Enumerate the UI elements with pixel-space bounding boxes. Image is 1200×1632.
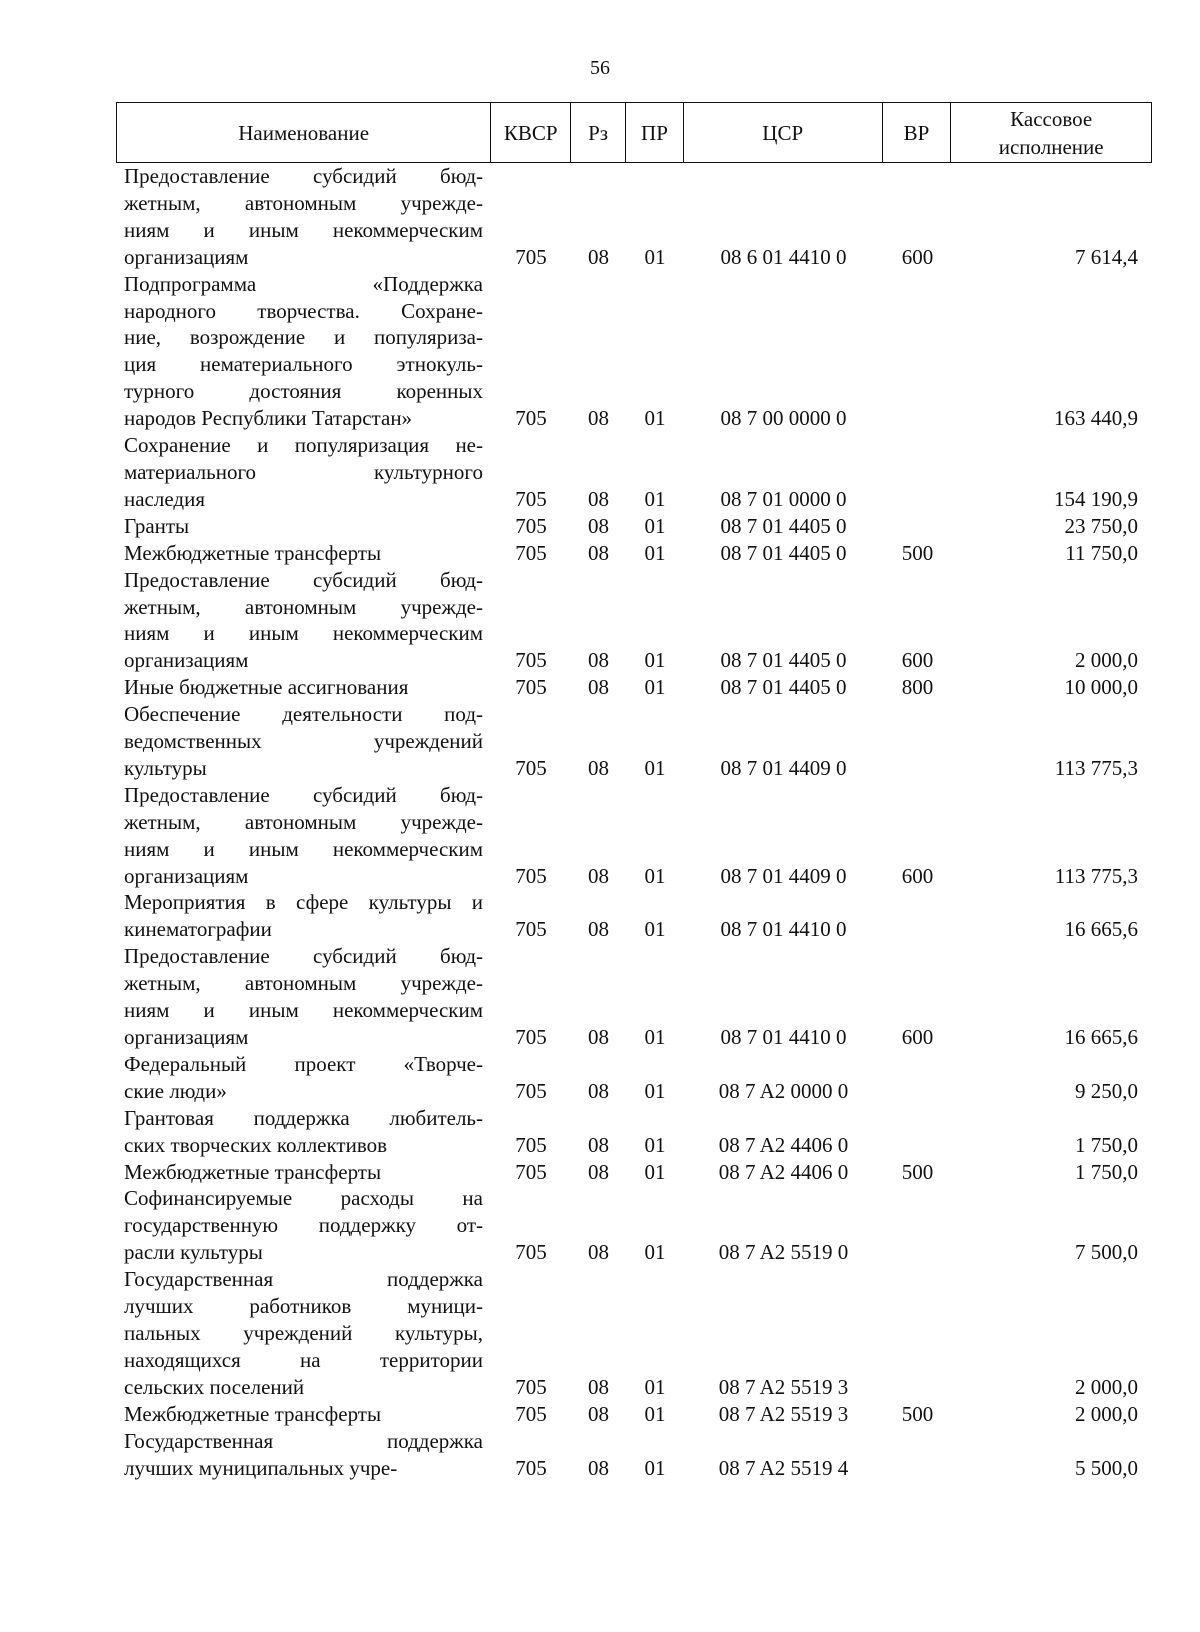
row-name (116, 701, 491, 782)
row-name-line: ские люди» (124, 1078, 227, 1103)
row-name-line: организациям (124, 863, 249, 888)
row-rz: 08 (588, 244, 609, 269)
row-name-line: жетным, автономным учрежде- (124, 594, 483, 619)
row-vr (883, 1239, 952, 1266)
row-name (116, 163, 491, 271)
row-pr: 01 (644, 513, 666, 538)
row-kvsr: 705 (515, 917, 547, 942)
row-csr: 08 6 01 4410 0 (720, 244, 847, 269)
row-kvsr: 705 (515, 540, 547, 565)
row-name-line: находящихся на территории (124, 1347, 483, 1372)
row-amount: 113 775,3 (1054, 755, 1138, 780)
table-row (116, 782, 1152, 890)
row-kvsr: 705 (515, 486, 547, 511)
row-pr: 01 (644, 540, 666, 565)
table-row (116, 1051, 1152, 1105)
row-vr (883, 1132, 952, 1159)
row-vr (883, 486, 952, 513)
row-name (116, 567, 491, 675)
row-amount: 16 665,6 (1064, 917, 1138, 942)
row-name (116, 1185, 491, 1266)
row-name (116, 943, 491, 1051)
row-amount: 163 440,9 (1054, 406, 1138, 431)
row-vr (883, 513, 952, 540)
row-name-line: Межбюджетные трансферты (124, 1401, 382, 1426)
row-pr: 01 (644, 1240, 666, 1265)
table-row (116, 1159, 1152, 1186)
row-kvsr: 705 (515, 755, 547, 780)
row-rz: 08 (588, 648, 609, 673)
row-amount: 7 500,0 (1075, 1240, 1138, 1265)
row-rz: 08 (588, 1401, 609, 1426)
row-name-line: организациям (124, 648, 249, 673)
row-name-line: жетным, автономным учрежде- (124, 809, 483, 834)
row-csr: 08 7 01 4405 0 (720, 675, 847, 700)
table-header (116, 102, 1152, 163)
row-name (116, 1105, 491, 1159)
row-pr: 01 (644, 1374, 666, 1399)
row-vr (883, 1374, 952, 1401)
row-name-line: Предоставление субсидий бюд- (124, 567, 483, 592)
row-rz: 08 (588, 1025, 609, 1049)
row-pr: 01 (644, 863, 666, 888)
table-row (116, 1185, 1152, 1266)
table-row (116, 271, 1152, 432)
row-amount: 1 750,0 (1075, 1159, 1138, 1184)
row-amount: 154 190,9 (1054, 486, 1138, 511)
row-vr: 600 (901, 863, 934, 888)
row-name-line: сельских поселений (124, 1374, 305, 1399)
table-row (116, 1401, 1152, 1428)
row-vr: 600 (901, 1025, 934, 1049)
row-amount: 16 665,6 (1064, 1025, 1138, 1049)
row-csr: 08 7 01 4410 0 (720, 917, 847, 942)
row-name-line: Предоставление субсидий бюд- (124, 782, 483, 807)
header-kvsr: КВСР (491, 103, 571, 162)
row-name (116, 271, 491, 432)
table-row (116, 701, 1152, 782)
row-amount: 2 000,0 (1075, 648, 1138, 673)
table-row (116, 567, 1152, 675)
row-amount: 23 750,0 (1064, 513, 1138, 538)
row-pr: 01 (644, 486, 666, 511)
row-name-line: Иные бюджетные ассигнования (124, 675, 409, 700)
row-name-line: Государственная поддержка (124, 1267, 483, 1292)
row-name-line: Мероприятия в сфере культуры и (124, 890, 483, 915)
row-vr (883, 405, 952, 432)
row-vr: 600 (901, 648, 934, 673)
row-name-line: Подпрограмма «Поддержка (124, 271, 483, 296)
row-amount: 11 750,0 (1065, 540, 1138, 565)
row-name (116, 540, 491, 567)
row-csr: 08 7 01 4405 0 (720, 648, 847, 673)
row-name-line: ниям и иным некоммерческим (124, 836, 483, 861)
table-body (116, 163, 1152, 1481)
row-vr: 500 (901, 1401, 934, 1426)
table-row (116, 889, 1152, 943)
row-csr: 08 7 01 4405 0 (720, 513, 847, 538)
row-kvsr: 705 (515, 1078, 547, 1103)
row-csr: 08 7 A2 0000 0 (718, 1078, 849, 1103)
row-rz: 08 (588, 1078, 609, 1103)
row-csr: 08 7 A2 4406 0 (718, 1132, 849, 1157)
row-amount: 113 775,3 (1054, 863, 1138, 888)
row-rz: 08 (588, 1240, 609, 1265)
row-name-line: расли культуры (124, 1240, 263, 1265)
row-amount: 7 614,4 (1075, 244, 1138, 269)
row-name-line: государственную поддержку от- (124, 1213, 483, 1238)
row-name (116, 513, 491, 540)
row-name-line: организациям (124, 1025, 249, 1049)
table-row (116, 1428, 1152, 1482)
row-pr: 01 (644, 1401, 666, 1426)
row-name-line: материального культурного (124, 459, 483, 484)
page-number: 56 (590, 57, 610, 79)
row-rz: 08 (588, 1455, 609, 1480)
row-amount: 10 000,0 (1064, 675, 1138, 700)
row-rz: 08 (588, 755, 609, 780)
table-row (116, 674, 1152, 701)
row-amount: 9 250,0 (1075, 1078, 1138, 1103)
row-rz: 08 (588, 406, 609, 431)
row-kvsr: 705 (515, 1132, 547, 1157)
row-name-line: Софинансируемые расходы на (124, 1186, 483, 1211)
row-csr: 08 7 01 4405 0 (720, 540, 847, 565)
row-csr: 08 7 A2 4406 0 (718, 1159, 849, 1184)
header-amount (951, 103, 1151, 162)
row-csr: 08 7 A2 5519 3 (718, 1401, 849, 1426)
row-csr: 08 7 01 4410 0 (720, 1025, 847, 1049)
row-name-line: ция нематериального этнокуль- (124, 352, 483, 377)
row-pr: 01 (644, 1132, 666, 1157)
row-name-line: Межбюджетные трансферты (124, 1159, 382, 1184)
row-rz: 08 (588, 675, 609, 700)
row-pr: 01 (644, 917, 666, 942)
row-name-line: лучших работников муници- (124, 1294, 483, 1319)
row-name (116, 674, 491, 701)
row-pr: 01 (644, 406, 666, 431)
row-rz: 08 (588, 1132, 609, 1157)
row-name (116, 1401, 491, 1428)
row-vr: 800 (901, 675, 934, 700)
row-vr (883, 1078, 952, 1105)
row-kvsr: 705 (515, 244, 547, 269)
header-vr: ВР (883, 103, 952, 162)
row-csr: 08 7 A2 5519 3 (718, 1374, 849, 1399)
row-name-line: культуры (124, 755, 207, 780)
row-name-line: Гранты (124, 513, 190, 538)
header-pr: ПР (626, 103, 684, 162)
row-csr: 08 7 00 0000 0 (720, 406, 847, 431)
row-pr: 01 (644, 675, 666, 700)
row-name-line: народов Республики Татарстан» (124, 406, 413, 431)
row-name-line: ведомственных учреждений (124, 729, 483, 754)
row-name-line: Предоставление субсидий бюд- (124, 164, 483, 188)
row-name-line: ниям и иным некоммерческим (124, 998, 483, 1023)
row-pr: 01 (644, 1025, 666, 1049)
table-row (116, 1105, 1152, 1159)
row-vr: 500 (901, 1159, 934, 1184)
table-row (116, 943, 1152, 1051)
header-csr: ЦСР (684, 103, 883, 162)
row-kvsr: 705 (515, 1240, 547, 1265)
row-name (116, 1051, 491, 1105)
row-name-line: наследия (124, 486, 205, 511)
row-amount: 1 750,0 (1075, 1132, 1138, 1157)
row-name-line: Федеральный проект «Творче- (124, 1051, 483, 1076)
row-pr: 01 (644, 1455, 666, 1480)
header-rz: Рз (571, 103, 626, 162)
row-amount: 2 000,0 (1075, 1401, 1138, 1426)
row-name (116, 782, 491, 890)
row-rz: 08 (588, 540, 609, 565)
row-pr: 01 (644, 1159, 666, 1184)
row-name-line: Сохранение и популяризация не- (124, 433, 483, 458)
row-name-line: ниям и иным некоммерческим (124, 621, 483, 646)
row-vr (883, 916, 952, 943)
row-name-line: турного достояния коренных (124, 379, 483, 404)
header-name: Наименование (117, 103, 491, 162)
row-rz: 08 (588, 863, 609, 888)
row-kvsr: 705 (515, 1374, 547, 1399)
row-csr: 08 7 A2 5519 0 (718, 1240, 849, 1265)
row-name (116, 1266, 491, 1401)
row-csr: 08 7 01 4409 0 (720, 755, 847, 780)
row-name-line: ских творческих коллективов (124, 1132, 388, 1157)
row-rz: 08 (588, 917, 609, 942)
row-name-line: ниям и иным некоммерческим (124, 217, 483, 242)
table-row (116, 513, 1152, 540)
row-rz: 08 (588, 1374, 609, 1399)
row-kvsr: 705 (515, 675, 547, 700)
table-row (116, 163, 1152, 271)
row-kvsr: 705 (515, 1401, 547, 1426)
row-kvsr: 705 (515, 1025, 547, 1049)
table-row (116, 1266, 1152, 1401)
row-vr (883, 1455, 952, 1482)
row-amount: 5 500,0 (1075, 1455, 1138, 1480)
row-kvsr: 705 (515, 1159, 547, 1184)
row-name-line: Грантовая поддержка любитель- (124, 1105, 483, 1130)
table-row (116, 432, 1152, 513)
row-rz: 08 (588, 513, 609, 538)
row-vr (883, 755, 952, 782)
row-kvsr: 705 (515, 863, 547, 888)
row-name-line: кинематографии (124, 917, 272, 942)
row-amount: 2 000,0 (1075, 1374, 1138, 1399)
row-pr: 01 (644, 648, 666, 673)
row-pr: 01 (644, 244, 666, 269)
row-csr: 08 7 01 0000 0 (720, 486, 847, 511)
row-name (116, 1159, 491, 1186)
row-name (116, 1428, 491, 1482)
row-rz: 08 (588, 486, 609, 511)
row-csr: 08 7 01 4409 0 (720, 863, 847, 888)
row-name-line: жетным, автономным учрежде- (124, 971, 483, 996)
row-pr: 01 (644, 755, 666, 780)
row-name-line: ние, возрождение и популяриза- (124, 325, 483, 350)
row-name-line: Предоставление субсидий бюд- (124, 944, 483, 969)
row-kvsr: 705 (515, 513, 547, 538)
row-name-line: лучших муниципальных учре- (124, 1455, 398, 1480)
row-rz: 08 (588, 1159, 609, 1184)
row-name-line: Обеспечение деятельности под- (124, 702, 483, 727)
row-name (116, 889, 491, 943)
row-name-line: жетным, автономным учрежде- (124, 190, 483, 215)
row-vr: 600 (901, 244, 934, 269)
header-amount-label: Кассовое исполнение (998, 106, 1104, 159)
row-name-line: Государственная поддержка (124, 1428, 483, 1453)
row-pr: 01 (644, 1078, 666, 1103)
row-name-line: организациям (124, 244, 249, 269)
row-name (116, 432, 491, 513)
row-name-line: народного творчества. Сохране- (124, 298, 483, 323)
row-name-line: Межбюджетные трансферты (124, 540, 382, 565)
row-kvsr: 705 (515, 406, 547, 431)
row-kvsr: 705 (515, 648, 547, 673)
table-row (116, 540, 1152, 567)
row-csr: 08 7 A2 5519 4 (718, 1455, 849, 1480)
row-name-line: пальных учреждений культуры, (124, 1320, 483, 1345)
row-kvsr: 705 (515, 1455, 547, 1480)
row-vr: 500 (901, 540, 934, 565)
